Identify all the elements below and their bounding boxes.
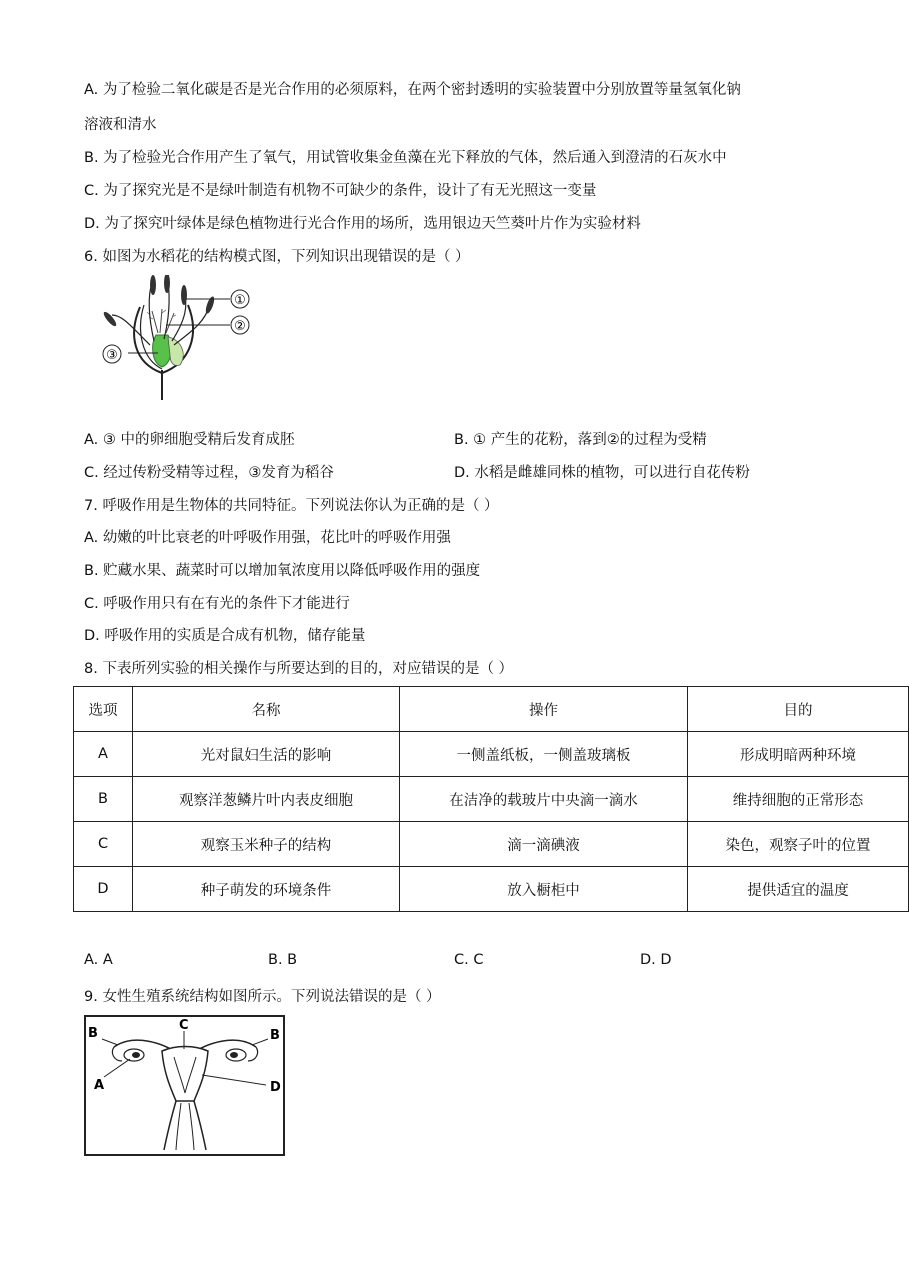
female-reproductive-figure [84, 1015, 286, 1157]
table-header-cell: 操作 [400, 687, 688, 732]
table-row [74, 822, 909, 867]
table-cell: 一侧盖纸板，一侧盖玻璃板 [400, 732, 688, 777]
table-cell: 染色，观察子叶的位置 [688, 822, 909, 867]
table-cell: 在洁净的载玻片中央滴一滴水 [400, 777, 688, 822]
table-cell: 滴一滴碘液 [400, 822, 688, 867]
organ-label-a: A [94, 1078, 105, 1093]
table-row [74, 867, 909, 912]
q6-option-d: D. 水稻是雌雄同株的植物，可以进行自花传粉 [454, 465, 750, 481]
q5-option-d: D. 为了探究叶绿体是绿色植物进行光合作用的场所，选用银边天竺葵叶片作为实验材料 [84, 216, 641, 232]
table-cell: 提供适宜的温度 [688, 867, 909, 912]
q8-stem: 8. 下表所列实验的相关操作与所要达到的目的，对应错误的是（ ） [84, 661, 514, 677]
organ-label-b-left: B [88, 1026, 98, 1041]
table-cell: D [74, 867, 133, 912]
table-cell: B [74, 777, 133, 822]
table-cell: 形成明暗两种环境 [688, 732, 909, 777]
table-cell: 观察洋葱鳞片叶内表皮细胞 [133, 777, 400, 822]
rice-flower-figure [100, 275, 260, 405]
table-cell: 种子萌发的环境条件 [133, 867, 400, 912]
q7-option-a: A. 幼嫩的叶比衰老的叶呼吸作用强，花比叶的呼吸作用强 [84, 530, 451, 546]
q8-option-b: B. B [268, 952, 298, 968]
flower-label-3: ③ [106, 348, 118, 363]
q6-option-b: B. ① 产生的花粉，落到②的过程为受精 [454, 432, 707, 448]
table-cell: 放入橱柜中 [400, 867, 688, 912]
q7-stem: 7. 呼吸作用是生物体的共同特征。下列说法你认为正确的是（ ） [84, 498, 499, 514]
q5-option-a-line1: A. 为了检验二氧化碳是否是光合作用的必须原料，在两个密封透明的实验装置中分别放置等量氢氧化钠 [84, 82, 741, 98]
organ-label-c: C [179, 1018, 189, 1033]
q6-stem: 6. 如图为水稻花的结构模式图，下列知识出现错误的是（ ） [84, 249, 470, 265]
flower-label-2: ② [234, 319, 246, 334]
q8-option-a: A. A [84, 952, 113, 968]
table-cell: 观察玉米种子的结构 [133, 822, 400, 867]
q7-option-b: B. 贮藏水果、蔬菜时可以增加氧浓度用以降低呼吸作用的强度 [84, 563, 481, 579]
q9-stem: 9. 女性生殖系统结构如图所示。下列说法错误的是（ ） [84, 989, 441, 1005]
flower-label-1: ① [234, 293, 246, 308]
table-header-row [74, 687, 909, 732]
q5-option-a-line2: 溶液和清水 [84, 117, 157, 133]
q5-option-b: B. 为了检验光合作用产生了氧气，用试管收集金鱼藻在光下释放的气体，然后通入到澄清的石灰水中 [84, 150, 727, 166]
table-cell: 维持细胞的正常形态 [688, 777, 909, 822]
q8-option-d: D. D [640, 952, 672, 968]
q6-option-c: C. 经过传粉受精等过程，③发育为稻谷 [84, 465, 334, 481]
table-header-cell: 选项 [74, 687, 133, 732]
table-cell: 光对鼠妇生活的影响 [133, 732, 400, 777]
table-row [74, 732, 909, 777]
table-cell: A [74, 732, 133, 777]
q6-option-a: A. ③ 中的卵细胞受精后发育成胚 [84, 432, 295, 448]
q8-option-c: C. C [454, 952, 484, 968]
table-header-cell: 名称 [133, 687, 400, 732]
table-row [74, 777, 909, 822]
q5-option-c: C. 为了探究光是不是绿叶制造有机物不可缺少的条件，设计了有无光照这一变量 [84, 183, 597, 199]
table-header-cell: 目的 [688, 687, 909, 732]
q7-option-c: C. 呼吸作用只有在有光的条件下才能进行 [84, 596, 350, 612]
organ-label-d: D [270, 1080, 281, 1095]
experiment-table [73, 686, 909, 912]
table-cell: C [74, 822, 133, 867]
q7-option-d: D. 呼吸作用的实质是合成有机物，储存能量 [84, 628, 366, 644]
organ-label-b-right: B [270, 1028, 280, 1043]
